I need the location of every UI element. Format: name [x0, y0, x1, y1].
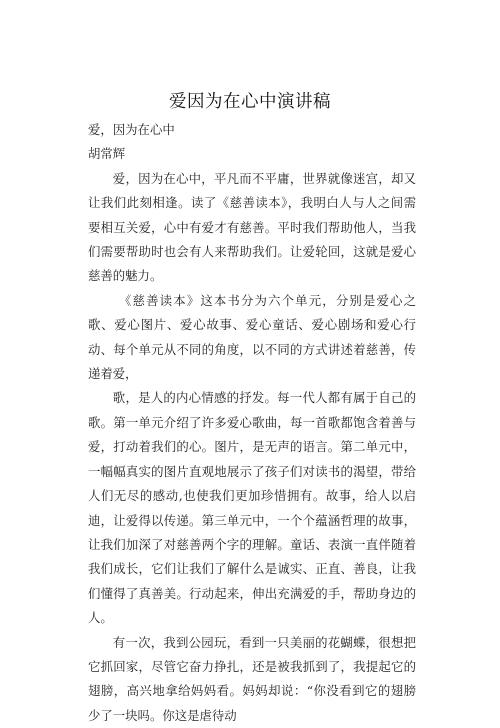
paragraph-3: 歌，是人的内心情感的抒发。每一代人都有属于自己的歌。第一单元介绍了许多爱心歌曲，每一首歌都饱含着善与爱，打动着我们的心。图片，是无声的语言。第二单元中，一幅幅真实的图片直观地展示了孩子们对读书的渴望，带给人们无尽的感动,也使我们更加珍惜拥有。故事，给人以启迪，让爱得以传递。第三单元中，一个个蕴涵哲理的故事，让我们加深了对慈善两个字的理解。童话、表演一直伴随着我们成长，它们让我们了解什么是诚实、正直、善良，让我们懂得了真善美。行动起来，伸出充满爱的手，帮助身边的人。	[88, 390, 416, 626]
document-body	[88, 118, 416, 728]
document-title: 爱因为在心中演讲稿	[169, 92, 331, 112]
author-line: 胡常辉	[88, 146, 126, 162]
paragraph-4: 有一次，我到公园玩，看到一只美丽的花蝴蝶，很想把它抓回家，尽管它奋力挣扎，还是被我抓到了，我提起它的翅膀，高兴地拿给妈妈看。妈妈却说：“你没看到它的翅膀少了一块吗。你这是虐待动	[88, 634, 416, 723]
paragraph-1: 爱，因为在心中，平凡而不平庸，世界就像迷宫，却又让我们此刻相逢。读了《慈善读本》，我明白人与人之间需要相互关爱，心中有爱才有慈善。平时我们帮助他人，当我们需要帮助时也会有人来帮助我们。让爱轮回，这就是爱心慈善的魅力。	[88, 170, 416, 284]
subtitle-line: 爱，因为在心中	[88, 122, 175, 137]
paragraph-2: 《慈善读本》这本书分为六个单元，分别是爱心之歌、爱心图片、爱心故事、爱心童话、爱心剧场和爱心行动、每个单元从不同的角度，以不同的方式讲述着慈善，传递着爱，	[88, 292, 416, 382]
